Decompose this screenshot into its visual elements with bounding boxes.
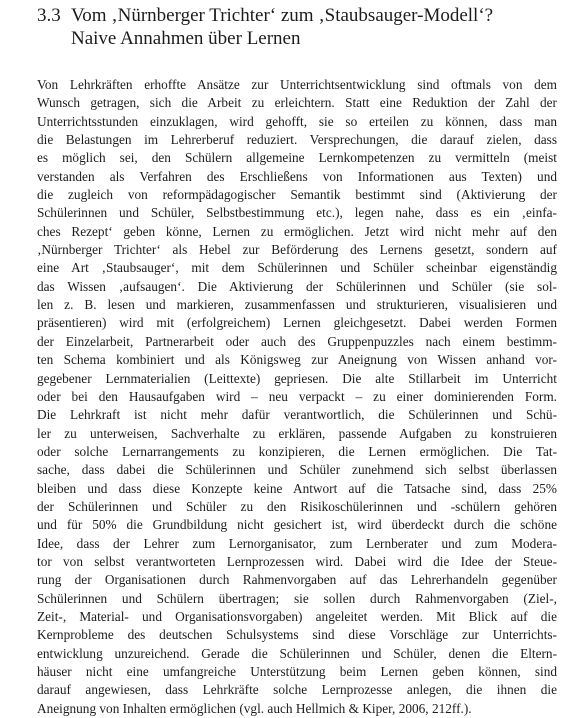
section-heading [37, 4, 557, 50]
text-line: oder solche Lernarrangements zu konzipieren, die Lernen ermöglichen. Die Tat- [37, 443, 557, 459]
text-line: rung der Organisationen durch Rahmenvorgaben auf das Lehrerhandeln gegenüber [37, 572, 557, 588]
text-line: sache, dass dabei die Schülerinnen und Schüler zunehmend sich selbst überlassen [37, 462, 557, 478]
text-line: darauf angewiesen, dass Lehrkräfte solche Lernprozesse anlegen, die ihnen die [37, 682, 557, 698]
text-line: ler zu unterweisen, Sachverhalte zu erklären, passende Aufgaben zu konstruieren [37, 425, 557, 441]
text-line: der Schülerinnen und Schüler zu den Risikoschülerinnen und -schülern gehören [37, 498, 557, 514]
text-line: ches Rezept‘ geben könne, Lernen zu ermöglichen. Jetzt wird nicht mehr auf den [37, 223, 557, 239]
text-line: oder bei den Hausaufgaben wird – neu verpackt – zu einer dominierenden Form. [37, 388, 557, 404]
text-line: Schülerinnen und Schülern übertragen; sie sollen durch Rahmenvorgaben (Ziel-, [37, 590, 557, 606]
text-line: len z. B. lesen und markieren, zusammenfassen und strukturieren, visualisieren und [37, 297, 557, 313]
text-line: es möglich sei, den Schülern allgemeine Lernkompetenzen zu vermitteln (meist [37, 150, 557, 166]
text-line: ‚Nürnberger Trichter‘ als Hebel zur Beförderung des Lernens gesetzt, sondern auf [37, 242, 557, 258]
text-line: bleiben und dass diese Konzepte keine Antwort auf die Tatsache sind, dass 25% [37, 480, 557, 496]
text-line: Zeit-, Material- und Organisationsvorgaben) angeleitet werden. Mit Blick auf die [37, 608, 557, 624]
section-number: 3.3 [37, 5, 61, 26]
text-line: Kernprobleme des deutschen Schulsystems sind diese Vorschläge zur Unterrichts- [37, 627, 557, 643]
text-line: Idee, dass der Lehrer zum Lernorganisator, zum Lernberater und zum Modera- [37, 535, 557, 551]
text-line: Aneignung von Inhalten ermöglichen (vgl. auch Hellmich & Kiper, 2006, 212ff.). [37, 700, 472, 716]
text-line: Schülerinnen und Schüler, Selbstbestimmung etc.), legen nahe, dass es ein ‚einfa- [37, 205, 557, 221]
text-line: eine Art ‚Staubsauger‘, mit dem Schülerinnen und Schüler scheinbar eigenständig [37, 260, 557, 276]
section-title-line: Vom ‚Nürnberger Trichter‘ zum ‚Staubsauger-Modell‘? [71, 5, 494, 26]
text-line: Unterrichtsstunden einzuklagen, wird gehofft, sie so erteilen zu können, dass man [37, 113, 557, 129]
text-line: der Einzelarbeit, Partnerarbeit oder auch des Gruppenpuzzles nach einem bestimm- [37, 333, 557, 349]
text-line: das Wissen ‚aufsaugen‘. Die Aktivierung der Schülerinnen und Schüler (sie sol- [37, 278, 557, 294]
text-line: verstanden als Verfahren des Erschließens von Informationen aus Texten) und [37, 168, 557, 184]
text-line: und für 50% die Grundbildung nicht gesichert ist, wird überdeckt durch die schöne [37, 517, 557, 533]
text-line: häuser nicht eine umfangreiche Unterstützung beim Lernen geben können, sind [37, 664, 557, 679]
section-title-line: Naive Annahmen über Lernen [71, 28, 301, 49]
section-title [71, 4, 493, 50]
text-line: gegebener Lernmaterialien (Leittexte) gepriesen. Die alte Stillarbeit im Unterricht [37, 370, 557, 386]
text-line: die Belastungen im Lehrerberuf reduziert. Versprechungen, die darauf zielen, dass [37, 132, 557, 148]
text-line: präsentieren) wird mit (erfolgreichem) Lernen gleichgesetzt. Dabei werden Formen [37, 315, 557, 331]
text-line: Die Lehrkraft ist nicht mehr dafür verantwortlich, die Schülerinnen und Schü- [37, 407, 557, 423]
text-line: tor von selbst verantworteten Lernprozessen wird. Dabei wird die Idee der Steue- [37, 553, 557, 569]
text-line: die zugleich von reformpädagogischer Semantik bestimmt sind (Aktivierung der [37, 187, 557, 203]
body-paragraph [37, 76, 557, 718]
text-line: ten Schema kombiniert und als Königsweg zur Aneignung von Wissen anhand vor- [37, 352, 557, 368]
text-line: entwicklung unzureichend. Gerade die Schülerinnen und Schüler, denen die Eltern- [37, 645, 557, 661]
text-line: Von Lehrkräften erhoffte Ansätze zur Unterrichtsentwicklung sind oftmals von dem [37, 77, 557, 92]
text-line: Wunsch getragen, sich die Arbeit zu erleichtern. Statt eine Reduktion der Zahl der [37, 95, 557, 111]
